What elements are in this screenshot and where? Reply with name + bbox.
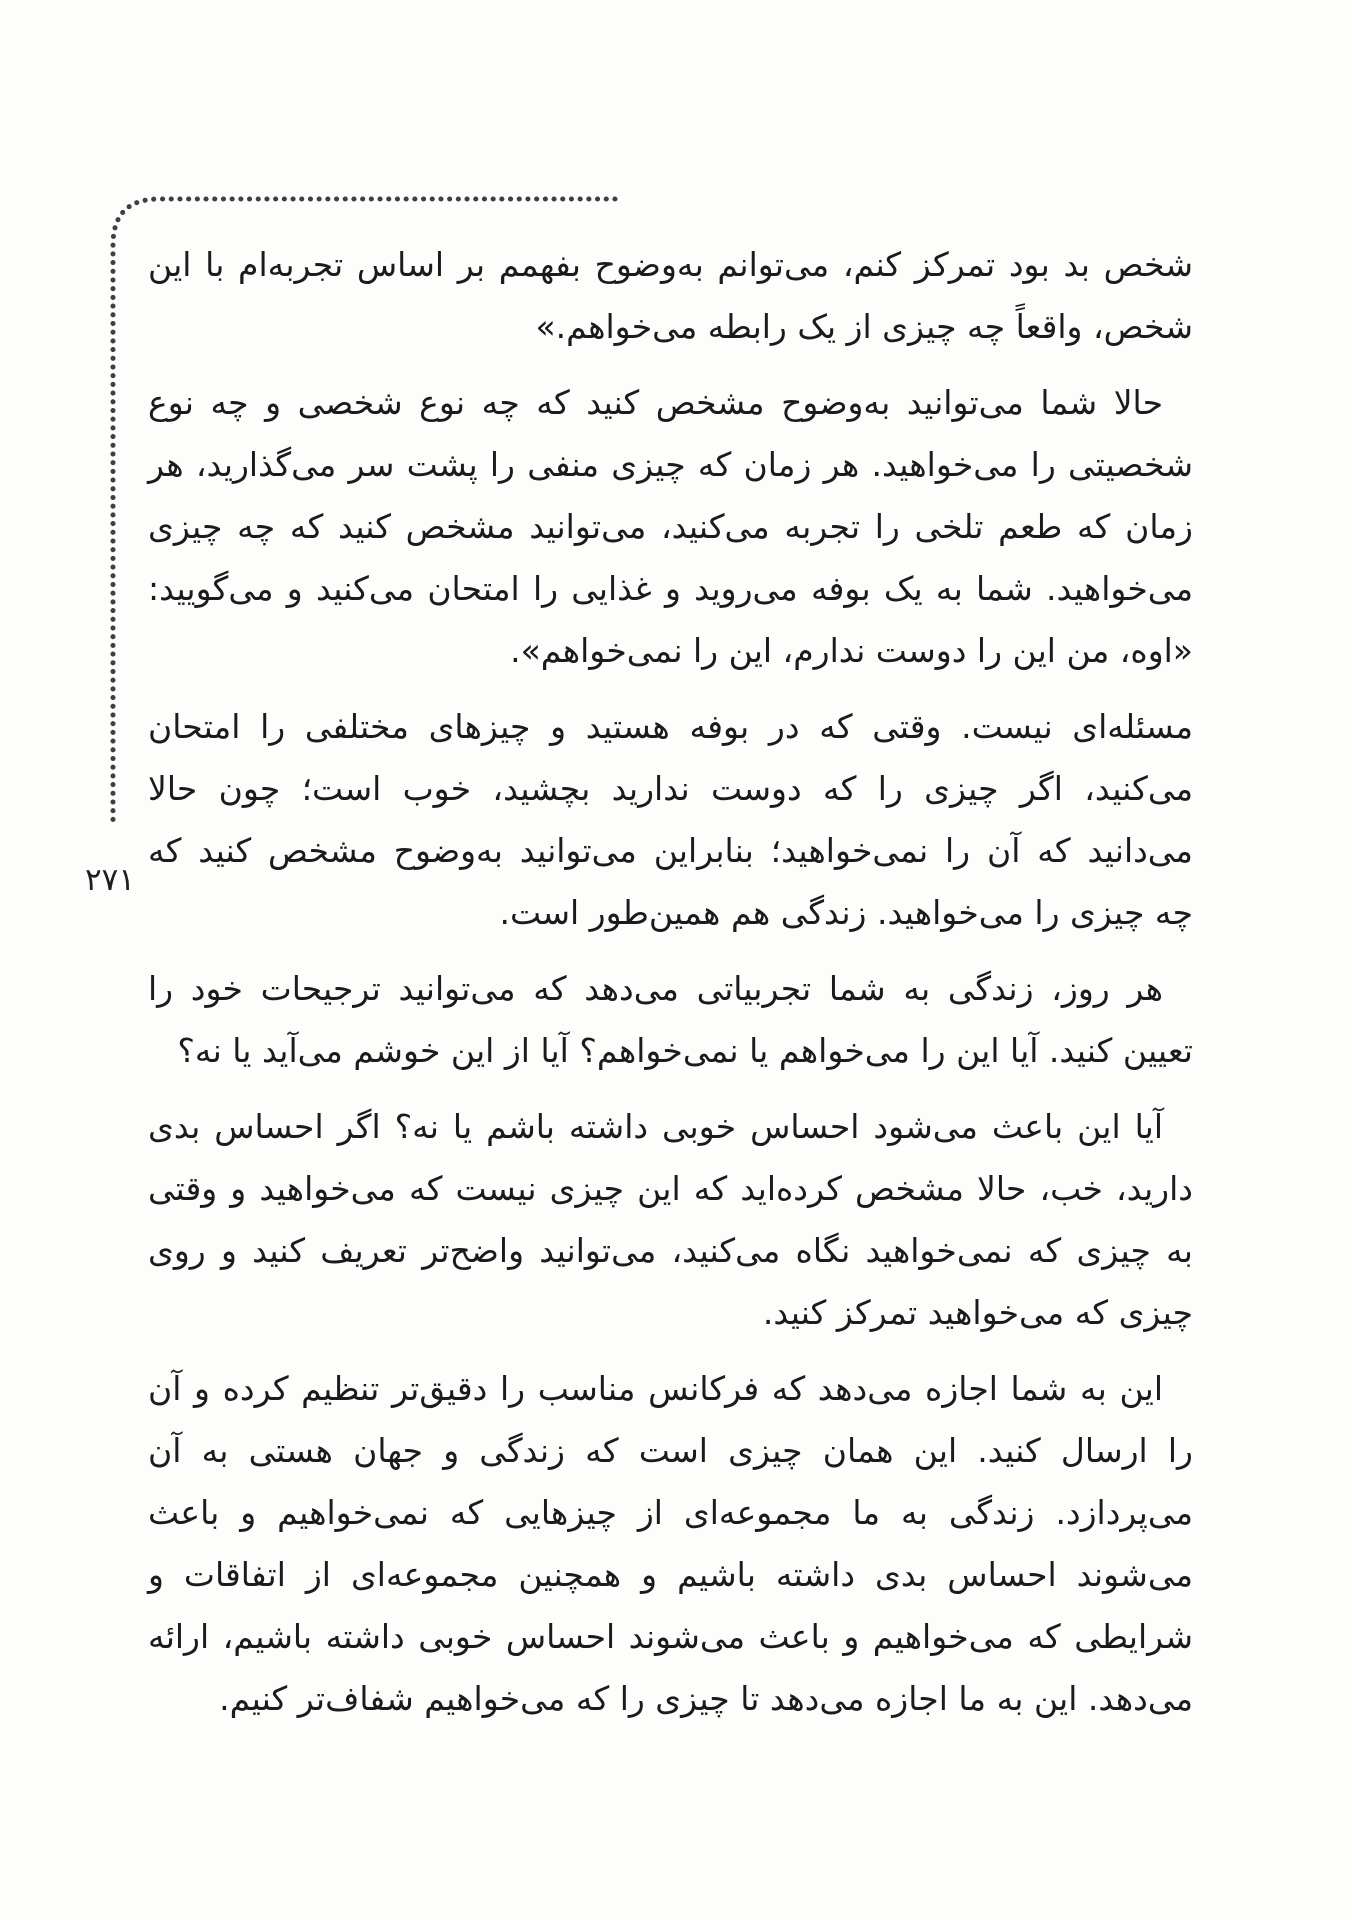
text-line: هر روز، زندگی به شما تجربیاتی می‌دهد که می‌توانید ترجیحات خود را [148, 969, 1163, 1008]
text-line: می‌دانید که آن را نمی‌خواهید؛ بنابراین می‌توانید به‌وضوح مشخص کنید که [148, 831, 1193, 870]
text-line: این به شما اجازه می‌دهد که فرکانس مناسب را دقیق‌تر تنظیم کرده و آن [148, 1369, 1163, 1408]
text-line: می‌شوند احساس بدی داشته باشیم و همچنین مجموعه‌ای از اتفاقات و [148, 1555, 1193, 1594]
text-line: می‌کنید، اگر چیزی را که دوست ندارید بچشید، خوب است؛ چون حالا [148, 769, 1193, 808]
paragraph [148, 372, 1193, 682]
text-line: شخص بد بود تمرکز کنم، می‌توانم به‌وضوح بفهمم بر اساس تجربه‌ام با این [148, 245, 1193, 284]
paragraph [148, 1096, 1193, 1344]
text-line: را ارسال کنید. این همان چیزی است که زندگی و جهان هستی به آن [148, 1431, 1193, 1470]
page-number: ۲۷۱ [85, 862, 135, 898]
text-line: می‌پردازد. زندگی به ما مجموعه‌ای از چیزهایی که نمی‌خواهیم و باعث [148, 1493, 1193, 1532]
paragraph [148, 234, 1193, 358]
text-content [148, 234, 1193, 1744]
text-line: چه چیزی را می‌خواهید. زندگی هم همین‌طور است. [499, 893, 1193, 932]
paragraph [148, 696, 1193, 944]
text-line: می‌خواهید. شما به یک بوفه می‌روید و غذایی را امتحان می‌کنید و می‌گویید: [148, 569, 1193, 608]
text-line: چیزی که می‌خواهید تمرکز کنید. [762, 1293, 1193, 1332]
text-line: حالا شما می‌توانید به‌وضوح مشخص کنید که چه نوع شخصی و چه نوع [148, 383, 1163, 422]
text-line: شرایطی که می‌خواهیم و باعث می‌شوند احساس خوبی داشته باشیم، ارائه [148, 1617, 1193, 1656]
paragraph [148, 958, 1193, 1082]
text-line: آیا این باعث می‌شود احساس خوبی داشته باشم یا نه؟ اگر احساس بدی [148, 1107, 1163, 1146]
text-line: شخص، واقعاً چه چیزی از یک رابطه می‌خواهم.» [535, 307, 1193, 346]
text-line: مسئله‌ای نیست. وقتی که در بوفه هستید و چیزهای مختلفی را امتحان [148, 707, 1193, 746]
text-line: زمان که طعم تلخی را تجربه می‌کنید، می‌توانید مشخص کنید که چه چیزی [148, 507, 1193, 546]
text-line: تعیین کنید. آیا این را می‌خواهم یا نمی‌خواهم؟ آیا از این خوشم می‌آید یا نه؟ [177, 1031, 1193, 1070]
paragraph [148, 1358, 1193, 1730]
text-line: می‌دهد. این به ما اجازه می‌دهد تا چیزی را که می‌خواهیم شفاف‌تر کنیم. [219, 1679, 1193, 1718]
text-line: شخصیتی را می‌خواهید. هر زمان که چیزی منفی را پشت سر می‌گذارید، هر [148, 445, 1193, 484]
text-line: دارید، خب، حالا مشخص کرده‌اید که این چیزی نیست که می‌خواهید و وقتی [148, 1169, 1193, 1208]
text-line: «اوه، من این را دوست ندارم، این را نمی‌خواهم». [510, 631, 1193, 670]
text-line: به چیزی که نمی‌خواهید نگاه می‌کنید، می‌توانید واضح‌تر تعریف کنید و روی [148, 1231, 1193, 1270]
